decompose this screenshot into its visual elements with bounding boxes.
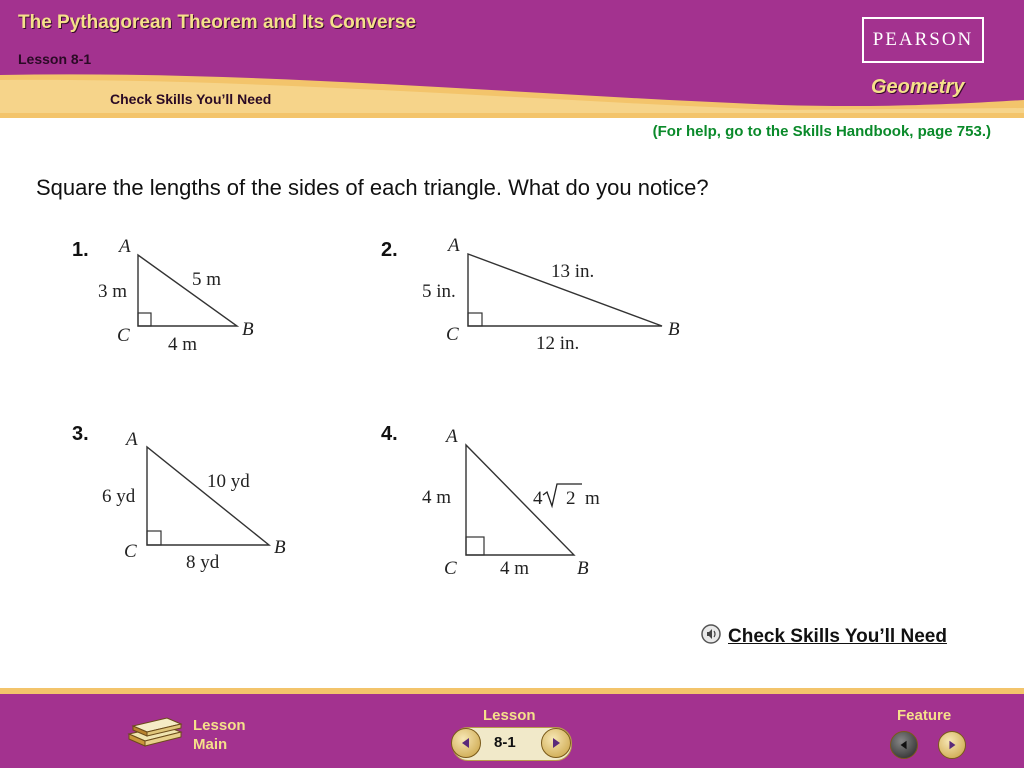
vertex-b: B — [242, 319, 254, 340]
hypotenuse-radical-label — [533, 484, 600, 509]
vertex-a: A — [119, 236, 131, 257]
radical-sign — [543, 484, 582, 506]
vertex-a: A — [446, 426, 458, 447]
help-note: (For help, go to the Skills Handbook, page 753.) — [652, 123, 991, 140]
feature-nav-label: Feature — [897, 707, 952, 724]
side-label: 13 in. — [551, 261, 595, 282]
prev-arrow-icon[interactable] — [459, 736, 473, 750]
pearson-logo: PEARSON — [862, 17, 984, 63]
triangle-4 — [422, 426, 600, 579]
triangle-2 — [422, 235, 680, 354]
footer-divider — [0, 688, 1024, 694]
lesson-main-button[interactable] — [125, 712, 246, 757]
side-label: 4 m — [168, 334, 198, 355]
vertex-c: C — [446, 324, 459, 345]
radical-unit: m — [585, 488, 600, 509]
triangle-3 — [102, 429, 286, 573]
problem-number: 1. — [72, 239, 89, 261]
radical-coefficient: 4 — [533, 488, 543, 509]
vertex-c: C — [444, 558, 457, 579]
check-skills-link-label[interactable]: Check Skills You’ll Need — [728, 625, 947, 647]
side-label: 3 m — [98, 281, 128, 302]
lesson-prev-button[interactable] — [451, 728, 481, 758]
side-label: 6 yd — [102, 486, 136, 507]
lesson-next-button[interactable] — [541, 728, 571, 758]
vertex-a: A — [448, 235, 460, 256]
side-label: 5 m — [192, 269, 222, 290]
problem-number: 3. — [72, 423, 89, 445]
side-label: 5 in. — [422, 281, 456, 302]
vertex-c: C — [124, 541, 137, 562]
instructions: Square the lengths of the sides of each triangle. What do you notice? — [36, 175, 709, 200]
side-label: 10 yd — [207, 471, 250, 492]
side-label: 8 yd — [186, 552, 220, 573]
problem-number: 4. — [381, 423, 398, 445]
lesson-label: Lesson 8-1 — [18, 51, 92, 67]
lesson-main-label-2[interactable]: Main — [193, 735, 228, 753]
sound-icon[interactable] — [700, 623, 722, 650]
lesson-main-label-1[interactable]: Lesson — [193, 716, 246, 734]
side-label: 4 m — [500, 558, 530, 579]
lesson-code: 8-1 — [494, 734, 516, 751]
feature-prev-button[interactable] — [890, 731, 918, 759]
vertex-b: B — [577, 558, 589, 579]
vertex-b: B — [668, 319, 680, 340]
books-icon[interactable] — [125, 712, 185, 757]
vertex-b: B — [274, 537, 286, 558]
lesson-nav-label: Lesson — [483, 707, 536, 724]
vertex-c: C — [117, 325, 130, 346]
next-arrow-icon[interactable] — [946, 739, 958, 751]
feature-next-button[interactable] — [938, 731, 966, 759]
vertex-a: A — [126, 429, 138, 450]
radicand: 2 — [566, 488, 576, 509]
problem-number: 2. — [381, 239, 398, 261]
section-label: Check Skills You’ll Need — [110, 91, 272, 107]
prev-arrow-icon[interactable] — [898, 739, 910, 751]
triangle-1 — [98, 236, 254, 355]
check-skills-link[interactable] — [700, 623, 947, 650]
side-label: 4 m — [422, 487, 452, 508]
next-arrow-icon[interactable] — [549, 736, 563, 750]
subject-label: Geometry — [871, 76, 965, 98]
page-title: The Pythagorean Theorem and Its Converse — [18, 12, 417, 33]
side-label: 12 in. — [536, 333, 580, 354]
